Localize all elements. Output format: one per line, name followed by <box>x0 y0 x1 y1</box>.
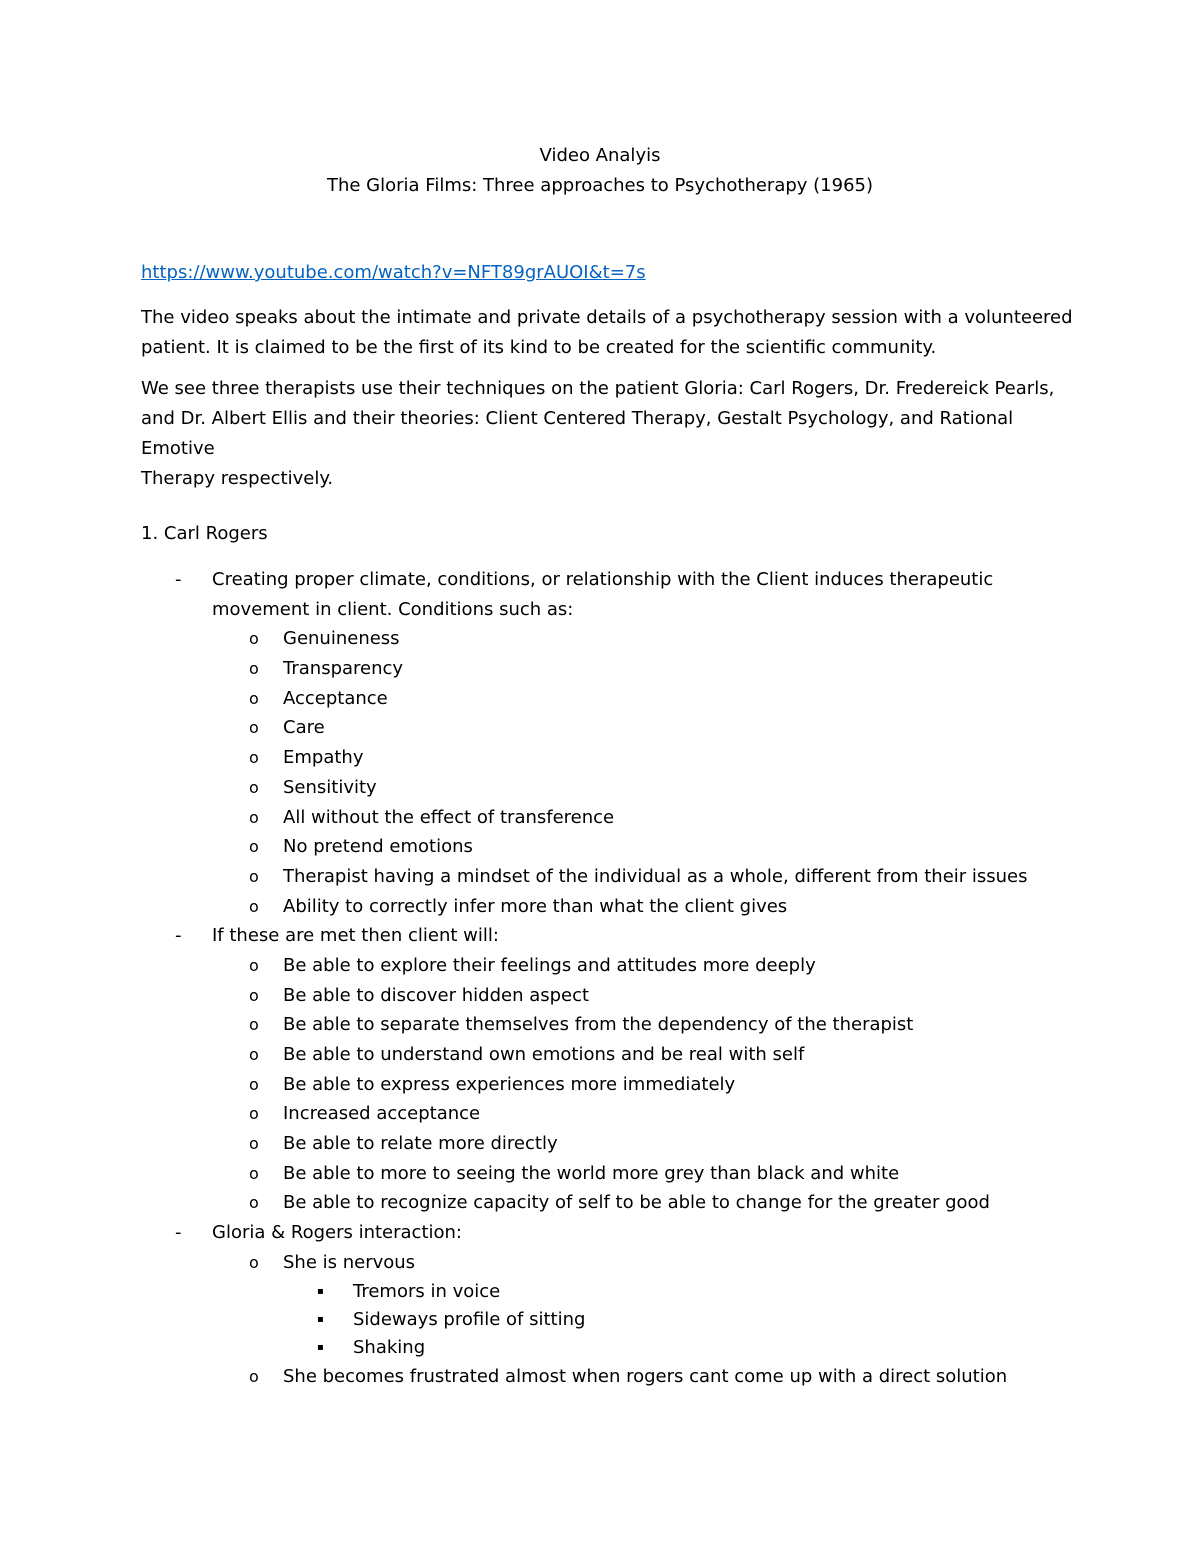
outline-item-text: Be able to recognize capacity of self to be able to change for the greater good <box>283 1192 990 1214</box>
outline-item <box>0 713 1200 743</box>
outline-item-text: Therapist having a mindset of the individual as a whole, different from their issues <box>283 865 1028 887</box>
therapists-paragraph-line: We see three therapists use their techniques on the patient Gloria: Carl Rogers, Dr. Fredereick Pearls, <box>141 378 1055 399</box>
bullet-marker: o <box>249 748 259 768</box>
outline-item-text: Genuineness <box>283 628 400 650</box>
bullet-marker: o <box>249 1193 259 1213</box>
outline-item <box>0 1070 1200 1100</box>
outline-item-text: Be able to more to seeing the world more grey than black and white <box>283 1162 900 1184</box>
outline-item <box>0 773 1200 803</box>
bullet-marker: o <box>249 1134 259 1154</box>
outline-item <box>0 595 1200 625</box>
outline-item-text: Be able to express experiences more immediately <box>283 1073 736 1095</box>
outline-item-text: Empathy <box>283 747 364 769</box>
therapists-paragraph <box>141 374 1081 494</box>
outline-item <box>0 921 1200 951</box>
outline-item-text: She is nervous <box>283 1251 416 1273</box>
outline-item-text: Be able to explore their feelings and attitudes more deeply <box>283 954 816 976</box>
outline-item <box>0 951 1200 981</box>
bullet-marker: o <box>249 955 259 975</box>
outline-item <box>0 1218 1200 1248</box>
intro-paragraph-line: The video speaks about the intimate and private details of a psychotherapy session with a volunteered <box>141 307 1073 328</box>
bullet-marker: o <box>249 1163 259 1183</box>
outline-item-text: If these are met then client will: <box>212 925 499 947</box>
bullet-marker: o <box>249 629 259 649</box>
outline-item-text: Ability to correctly infer more than what the client gives <box>283 895 788 917</box>
therapists-paragraph-line: Therapy respectively. <box>141 468 334 489</box>
outline-item <box>0 1010 1200 1040</box>
document-title: Video Analyis <box>539 145 661 166</box>
outline-item <box>0 624 1200 654</box>
outline-item-text: Gloria & Rogers interaction: <box>212 1222 462 1244</box>
video-link[interactable]: https://www.youtube.com/watch?v=NFT89grAUOI&t=7s <box>141 262 646 283</box>
outline-item-text: Care <box>283 717 325 739</box>
outline-item <box>0 1040 1200 1070</box>
outline-item-text: Sensitivity <box>283 776 377 798</box>
bullet-marker: ▪ <box>317 1313 324 1325</box>
bullet-marker: o <box>249 1074 259 1094</box>
outline-item-text: Creating proper climate, conditions, or relationship with the Client induces therapeutic <box>212 569 994 590</box>
outline-item-text: Be able to discover hidden aspect <box>283 984 590 1006</box>
bullet-marker: - <box>175 925 182 947</box>
bullet-marker: ▪ <box>317 1285 324 1297</box>
bullet-marker: o <box>249 777 259 797</box>
outline-item-text: Be able to separate themselves from the dependency of the therapist <box>283 1014 914 1036</box>
bullet-marker: o <box>249 1104 259 1124</box>
bullet-marker: o <box>249 688 259 708</box>
intro-paragraph <box>141 303 1081 363</box>
outline-item <box>0 743 1200 773</box>
bullet-marker: o <box>249 1367 259 1387</box>
outline-item <box>0 1306 1200 1334</box>
outline-item-text: Shaking <box>353 1337 426 1359</box>
bullet-marker: - <box>175 569 182 590</box>
outline-item-text: She becomes frustrated almost when rogers cant come up with a direct solution <box>283 1366 1008 1388</box>
outline-item-text: Tremors in voice <box>353 1280 501 1302</box>
bullet-marker: o <box>249 718 259 738</box>
bullet-marker: o <box>249 866 259 886</box>
outline-item <box>0 1129 1200 1159</box>
outline-item-text: Be able to understand own emotions and be real with self <box>283 1044 805 1065</box>
bullet-marker: o <box>249 896 259 916</box>
document-subtitle: The Gloria Films: Three approaches to Psychotherapy (1965) <box>326 175 874 196</box>
outline-item <box>0 892 1200 922</box>
bullet-marker: o <box>249 985 259 1005</box>
outline-item-text: Be able to relate more directly <box>283 1133 558 1155</box>
outline-item <box>0 1334 1200 1362</box>
bullet-marker: o <box>249 837 259 857</box>
bullet-marker: o <box>249 1252 259 1272</box>
intro-paragraph-line: patient. It is claimed to be the first of its kind to be created for the scientific community. <box>141 337 937 358</box>
outline-item <box>0 654 1200 684</box>
outline-item-text: Acceptance <box>283 687 388 709</box>
outline-item <box>0 684 1200 714</box>
outline-item <box>0 862 1200 892</box>
outline-item <box>0 1188 1200 1218</box>
bullet-marker: o <box>249 659 259 679</box>
outline-item-text: No pretend emotions <box>283 836 473 858</box>
outline-item <box>0 1248 1200 1278</box>
outline-item-text: Increased acceptance <box>283 1103 481 1125</box>
outline-item <box>0 803 1200 833</box>
bullet-marker: ▪ <box>317 1342 324 1354</box>
bullet-marker: o <box>249 1045 259 1064</box>
outline-item <box>0 1278 1200 1306</box>
therapists-paragraph-line: and Dr. Albert Ellis and their theories: Client Centered Therapy, Gestalt Psychology, and Rational Emotive <box>141 408 1014 459</box>
outline-item-text: All without the effect of transference <box>283 806 615 828</box>
bullet-marker: o <box>249 1015 259 1035</box>
outline-item <box>0 565 1200 595</box>
outline-item-text: Sideways profile of sitting <box>353 1308 586 1330</box>
bullet-marker: - <box>175 1222 182 1244</box>
outline-item-text: movement in client. Conditions such as: <box>212 598 574 620</box>
outline-item <box>0 981 1200 1011</box>
bullet-marker: o <box>249 807 259 827</box>
outline-item <box>0 1362 1200 1392</box>
outline-item <box>0 1159 1200 1189</box>
outline-item-text: Transparency <box>283 658 404 680</box>
section-heading: 1. Carl Rogers <box>141 523 268 544</box>
outline-item <box>0 1099 1200 1129</box>
carl-rogers-outline <box>0 565 1200 1392</box>
outline-item <box>0 832 1200 862</box>
